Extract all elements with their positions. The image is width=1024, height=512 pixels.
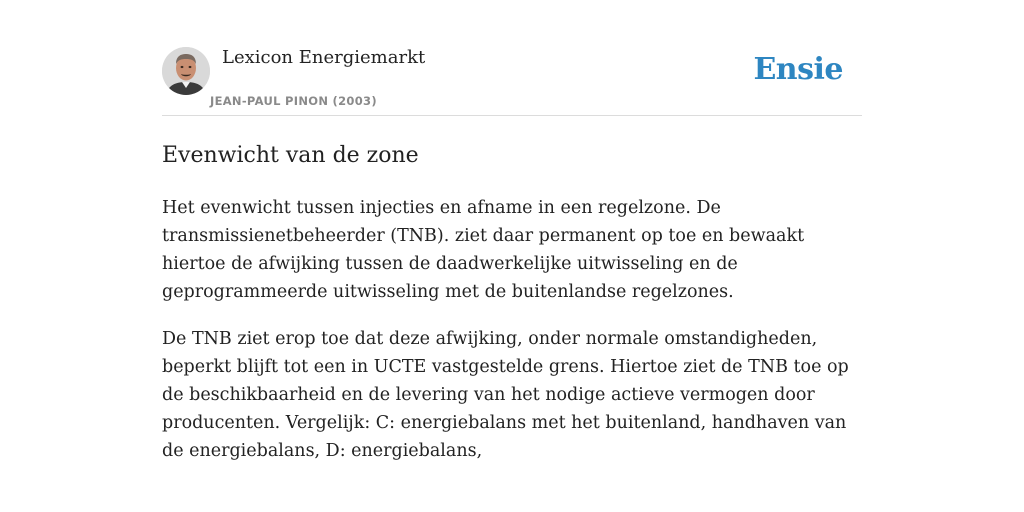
- author-name[interactable]: JEAN-PAUL PINON (2003): [210, 94, 377, 108]
- author-avatar[interactable]: [162, 47, 210, 95]
- author-portrait-icon: [162, 47, 210, 95]
- entry-paragraph: Het evenwicht tussen injecties en afname in een regelzone. De transmissienetbeheerder (TNB). ziet daar permanent op toe en bewaakt hiertoe de afwijking tussen de daadwerkelijke uitwisseling en de geprogrammeerde uitwisseling met de buitenlandse regelzones.: [162, 198, 805, 302]
- brand-logo[interactable]: Ensie: [753, 52, 843, 87]
- entry-card: [162, 46, 862, 465]
- book-title[interactable]: Lexicon Energiemarkt: [222, 47, 426, 68]
- entry-title: Evenwicht van de zone: [162, 143, 419, 168]
- entry-paragraph: De TNB ziet erop toe dat deze afwijking, onder normale omstandigheden, beperkt blijft tot een in UCTE vastgestelde grens. Hiertoe ziet de TNB toe op de beschikbaarheid en de levering van het nodige actieve vermogen door producenten. Vergelijk: C: energiebalans met het buitenland, handhaven van de energiebalans, D: energiebalans,: [162, 329, 849, 461]
- entry-header: [162, 46, 862, 116]
